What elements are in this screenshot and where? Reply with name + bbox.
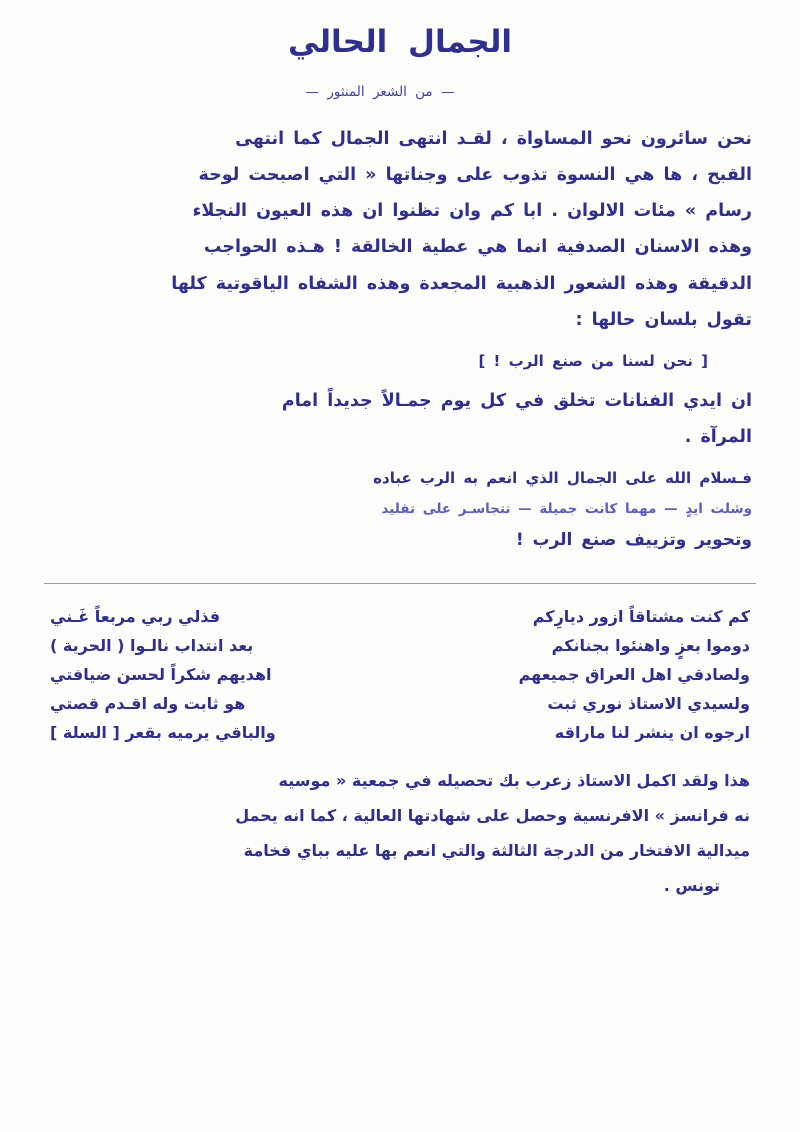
- closing-line: هذا ولقد اكمل الاستاذ زعرب بك تحصيله في جمعية « موسيه: [278, 770, 750, 790]
- closing-line: تونس .: [663, 875, 720, 895]
- closing-line: نه فرانسز » الافرنسية وحصل على شهادتها العالية ، كما انه يحمل: [235, 805, 750, 825]
- prose-line: تقول بلسان حالها :: [575, 309, 752, 330]
- verse-hemistich-right: دوموا بعزٍ واهنئوا بجنانكم: [551, 635, 750, 655]
- bracketed-quote: [ نحن لسنا من صنع الرب ! ]: [478, 351, 708, 370]
- section-divider: [44, 583, 756, 584]
- verse-row: [34, 631, 766, 660]
- closing-line: ميدالية الافتخار من الدرجة الثالثة والتي انعم بها عليه بباي فخامة: [243, 840, 750, 860]
- verse-hemistich-right: ارجوه ان ينشر لنا ماراقه: [554, 722, 750, 742]
- verse-hemistich-left: اهديهم شكراً لحسن ضيافتي: [50, 664, 272, 684]
- verse-hemistich-right: ولصادقي اهل العراق جميعهم: [518, 664, 750, 684]
- prose-line: القبح ، ها هي النسوة تذوب على وجناتها « التي اصبحت لوحة: [198, 165, 752, 186]
- prose-block-1: [34, 122, 766, 337]
- verse-row: [34, 689, 766, 718]
- prose-line: وهذه الاسنان الصدفية انما هي عطية الخالقة ! هـذه الحواجب: [203, 237, 752, 258]
- verse-hemistich-left: هو ثابت وله اقـدم قصتي: [50, 693, 246, 713]
- prose-line: نحن سائرون نحو المساواة ، لقـد انتهى الجمال كما انتهى: [235, 129, 752, 149]
- verse-table: [34, 602, 766, 747]
- verse-hemistich-left: فذلي ربي مربعاً غَـني: [50, 606, 221, 626]
- verse-hemistich-right: ولسيدي الاستاذ نوري ثبت: [547, 693, 750, 713]
- prose-line: رسام » مئات الالوان . ابا كم وان تظنوا ان هذه العيون النجلاء: [192, 201, 752, 222]
- prose-line: وتحوير وتزييف صنع الرب !: [515, 529, 752, 550]
- verse-row: [34, 718, 766, 747]
- prose-line: ان ايدي الفنانات تخلق في كل يوم جمـالاً جديداً امام: [281, 391, 752, 411]
- verse-hemistich-left: بعد انتداب نالـوا ( الحرية ): [50, 635, 254, 655]
- verse-row: [34, 660, 766, 689]
- closing-block: [34, 765, 766, 902]
- verse-hemistich-right: كم كنت مشتاقاً ازور ديارِكم: [532, 606, 750, 626]
- prose-block-2: [34, 384, 766, 454]
- verse-row: [34, 602, 766, 631]
- page-title: الجمال الحالي: [288, 24, 512, 60]
- prose-line: الدقيقة وهذه الشعور الذهبية المجعدة وهذه الشفاه الياقوتية كلها: [171, 273, 752, 294]
- prose-line: وشلت ايدٍ — مهما كانت جميلة — تتجاسـر على تقليد: [381, 500, 752, 517]
- prose-line: المرآة .: [684, 427, 752, 448]
- verse-hemistich-left: والباقي يرميه بقعر [ السلة ]: [50, 722, 276, 742]
- prose-line: فـسلام الله على الجمال الذي انعم به الرب عباده: [373, 469, 752, 488]
- prose-block-3: [34, 464, 766, 557]
- subtitle: — من الشعر المنثور —: [305, 84, 455, 100]
